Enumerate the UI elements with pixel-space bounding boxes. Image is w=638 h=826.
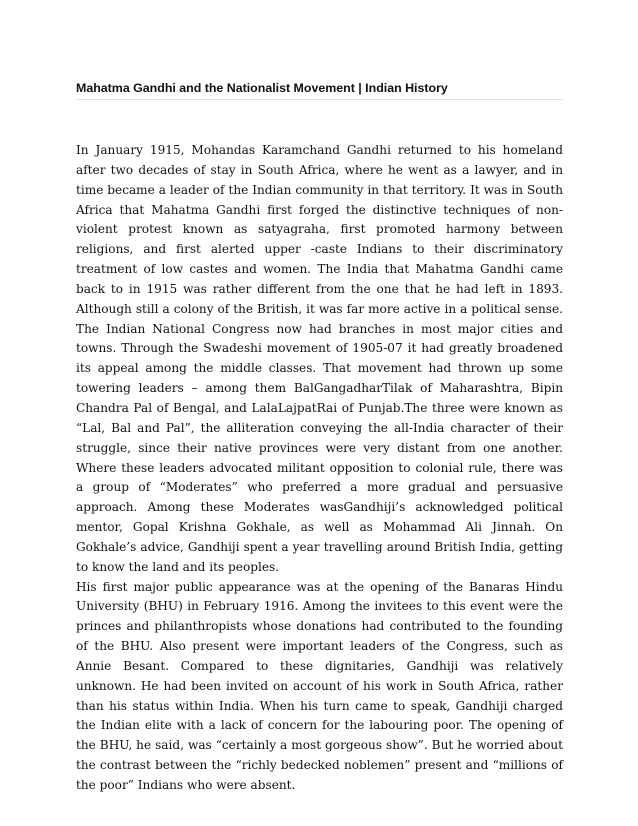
paragraph-2: His first major public appearance was at the opening of the Banaras Hindu University (BHU) in February 1916. Among the invitees to this event were the princes and philanthropists whose donations had contributed to the founding of the BHU. Also present were important leaders of the Congress, such as Annie Besant. Compared to these dignitaries, Gandhiji was relatively unknown. He had been invited on account of his work in South Africa, rather than his status within India. When his turn came to speak, Gandhiji charged the Indian elite with a lack of concern for the labouring poor. The opening of the BHU, he said, was “certainly a most gorgeous show”. But he worried about the contrast between the “richly bedecked noblemen” present and “millions of the poor” Indians who were absent. [76, 579, 563, 792]
document-body [76, 141, 563, 796]
document-title: Mahatma Gandhi and the Nationalist Movement | Indian History [76, 81, 448, 95]
paragraph-1: In January 1915, Mohandas Karamchand Gandhi returned to his homeland after two decades of stay in South Africa, where he went as a lawyer, and in time became a leader of the Indian community in that territory. It was in South Africa that Mahatma Gandhi first forged the distinctive techniques of non-violent protest known as satyagraha, first promoted harmony between religions, and first alerted upper -caste Indians to their discriminatory treatment of low castes and women. The India that Mahatma Gandhi came back to in 1915 was rather different from the one that he had left in 1893. Although still a colony of the British, it was far more active in a political sense. The Indian National Congress now had branches in most major cities and towns. Through the Swadeshi movement of 1905-07 it had greatly broadened its appeal among the middle classes. That movement had thrown up some towering leaders – among them BalGangadharTilak of Maharashtra, Bipin Chandra Pal of Bengal, and LalaLajpatRai of Punjab.The three were known as “Lal, Bal and Pal”, the alliteration conveying the all-India character of their struggle, since their native provinces were very distant from one another. Where these leaders advocated militant opposition to colonial rule, there was a group of “Moderates” who preferred a more gradual and persuasive approach. Among these Moderates wasGandhiji’s acknowledged political mentor, Gopal Krishna Gokhale, as well as Mohammad Ali Jinnah. On Gokhale’s advice, Gandhiji spent a year travelling around British India, getting to know the land and its peoples. [76, 143, 563, 574]
title-divider [76, 99, 563, 100]
